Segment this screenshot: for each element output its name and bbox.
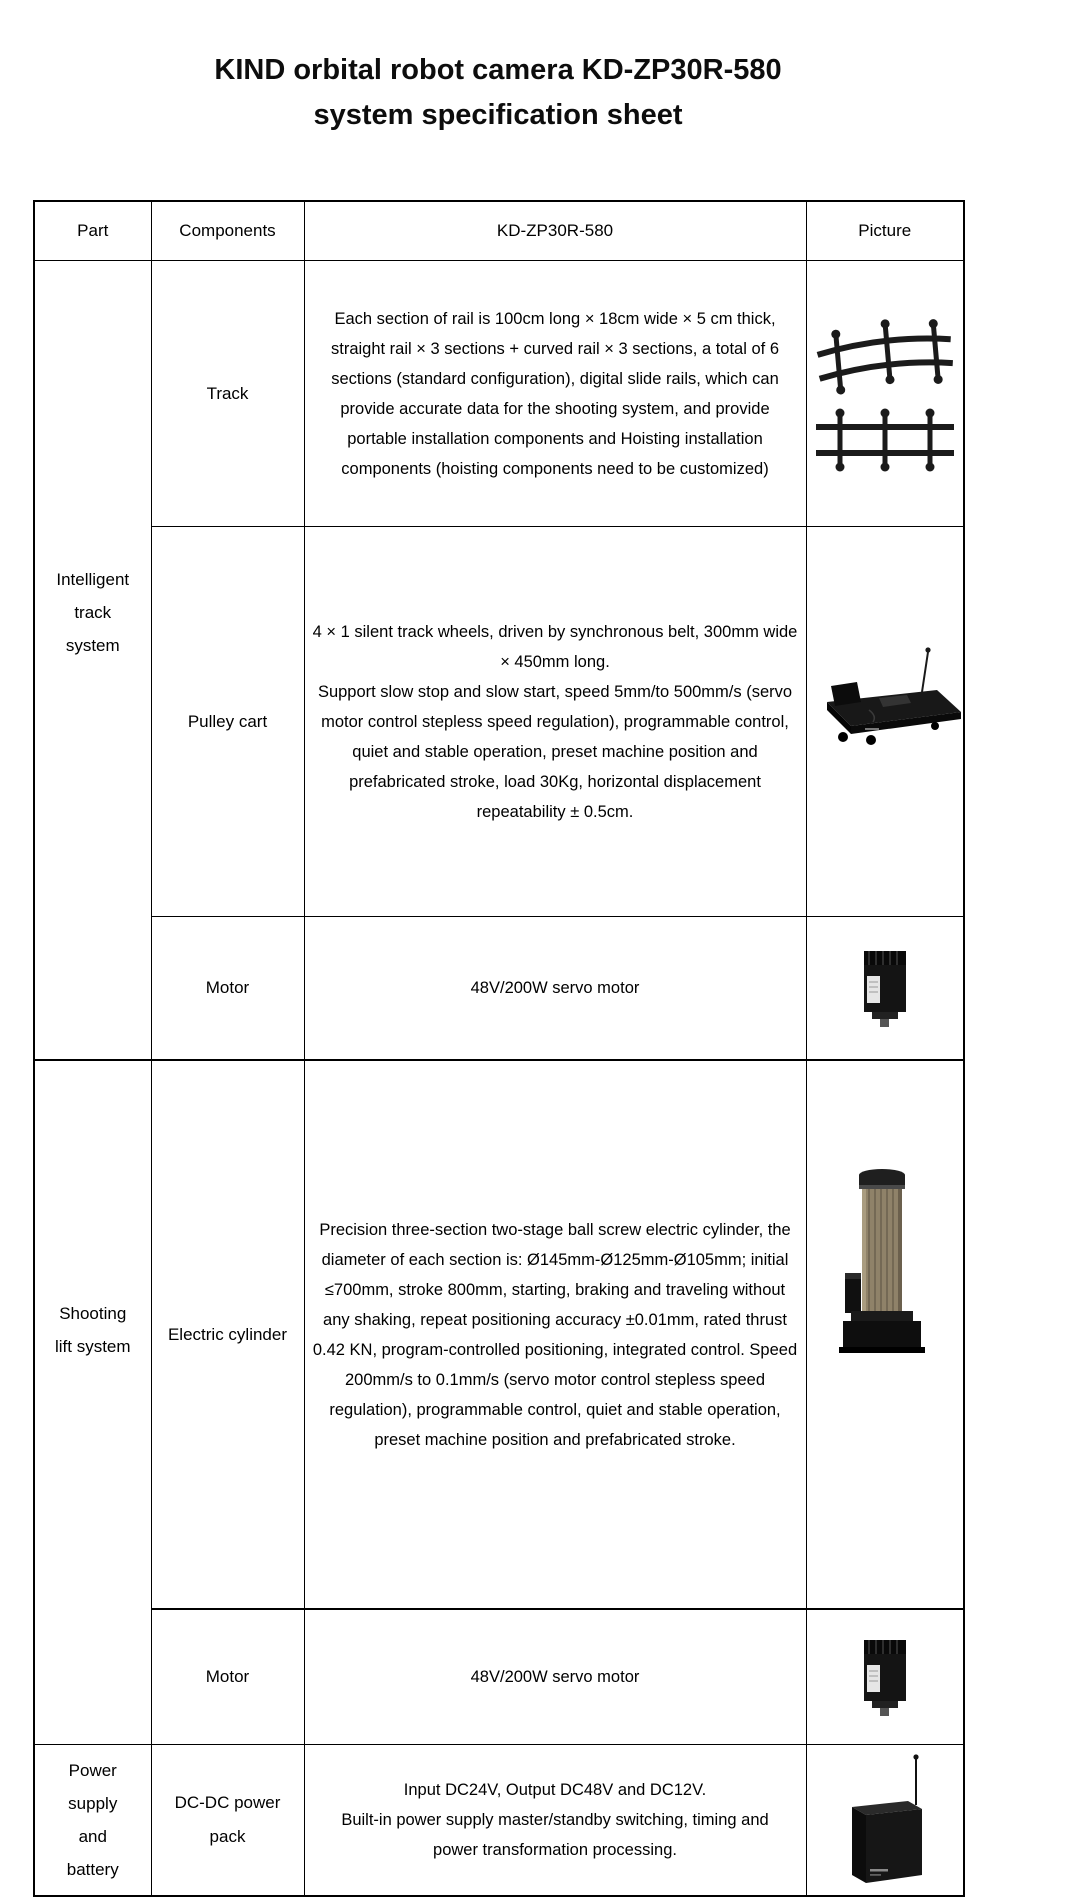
component-cell-track: Track (151, 261, 304, 527)
page-title-line1: KIND orbital robot camera KD-ZP30R-580 (214, 54, 782, 86)
part-cell-intelligent-track-system (34, 261, 151, 1061)
component-cell-motor: Motor (151, 1609, 304, 1745)
description-paragraph: Built-in power supply master/standby switching, timing and power transformation processing. (341, 1811, 769, 1859)
part-label-line: and (78, 1827, 107, 1846)
header-components: Components (151, 201, 304, 261)
table-row-power-pack (34, 1745, 964, 1897)
electric-cylinder-image (837, 1161, 932, 1361)
part-label-line: track (74, 602, 112, 622)
table-row-electric-cylinder (34, 1060, 964, 1609)
power-pack-image (830, 1751, 940, 1889)
part-cell-power-supply-and-battery (34, 1745, 151, 1897)
picture-cell-motor (806, 1609, 964, 1745)
description-cell-motor (304, 1609, 806, 1745)
table-row-motor-track (34, 917, 964, 1061)
description-cell-track (304, 261, 806, 527)
component-cell-pulley-cart: Pulley cart (151, 527, 304, 917)
component-cell-dc-dc-power-pack: DC-DC power pack (151, 1745, 304, 1897)
track-rails-image (810, 315, 960, 473)
part-label-line: lift system (54, 1336, 131, 1356)
part-label-line: supply (68, 1794, 118, 1813)
description-paragraph: 48V/200W servo motor (470, 979, 640, 997)
servo-motor-image (850, 1635, 920, 1720)
table-row-pulley-cart (34, 527, 964, 917)
pulley-cart-image (809, 640, 969, 750)
description-text-block (340, 1775, 770, 1865)
header-model: KD-ZP30R-580 (304, 201, 806, 261)
description-cell-power-pack (304, 1745, 806, 1897)
description-paragraph: Support slow stop and slow start, speed 5mm/to 500mm/s (servo motor control stepless speed regulation), programmable control, quiet and stable operation, preset machine position and prefabricated stroke, load 30Kg, horizontal displacement repeatability ± 0.5cm. (317, 682, 793, 821)
page-title (33, 48, 963, 138)
part-label-line: battery (66, 1860, 119, 1879)
component-cell-electric-cylinder: Electric cylinder (151, 1060, 304, 1609)
header-picture: Picture (806, 201, 964, 261)
picture-cell-track (806, 261, 964, 527)
description-cell-motor (304, 917, 806, 1061)
specification-table (33, 200, 965, 1897)
page-title-line2: system specification sheet (313, 99, 683, 131)
description-paragraph: 4 × 1 silent track wheels, driven by synchronous belt, 300mm wide × 450mm long. (312, 622, 798, 671)
picture-cell-electric-cylinder (806, 1060, 964, 1609)
part-label-line: Power (68, 1761, 117, 1780)
description-paragraph: Precision three-section two-stage ball screw electric cylinder, the diameter of each section is: Ø145mm-Ø125mm-Ø105mm; initial ≤700mm, stroke 800mm, starting, braking and traveling without any shaking, repeat positioning accuracy ±0.01mm, rated thrust 0.42 KN, program-controlled positioning, integrated control. Speed 200mm/s to 0.1mm/s (servo motor control stepless speed regulation), programmable control, quiet and stable operation, preset machine position and prefabricated stroke. (312, 1220, 798, 1449)
table-row-track (34, 261, 964, 527)
description-cell-electric-cylinder (304, 1060, 806, 1609)
part-label-line: system (65, 635, 120, 655)
table-row-motor-lift (34, 1609, 964, 1745)
component-cell-motor: Motor (151, 917, 304, 1061)
description-cell-pulley-cart (304, 527, 806, 917)
description-paragraph: Input DC24V, Output DC48V and DC12V. (403, 1781, 707, 1799)
picture-cell-motor (806, 917, 964, 1061)
part-cell-shooting-lift-system (34, 1060, 151, 1745)
part-label-line: Shooting (59, 1303, 127, 1323)
part-label-line: Intelligent (56, 569, 130, 589)
description-paragraph: Each section of rail is 100cm long × 18cm wide × 5 cm thick, straight rail × 3 sections + curved rail × 3 sections, a total of 6 sections (standard configuration), digital slide rails, which can provide accurate data for the shooting system, and provide portable installation components and Hoisting installation components (hoisting components need to be customized) (330, 309, 780, 478)
header-part: Part (34, 201, 151, 261)
picture-cell-pulley-cart (806, 527, 964, 917)
servo-motor-image (850, 946, 920, 1031)
picture-cell-power-pack (806, 1745, 964, 1897)
description-paragraph: 48V/200W servo motor (470, 1668, 640, 1686)
table-header-row (34, 201, 964, 261)
